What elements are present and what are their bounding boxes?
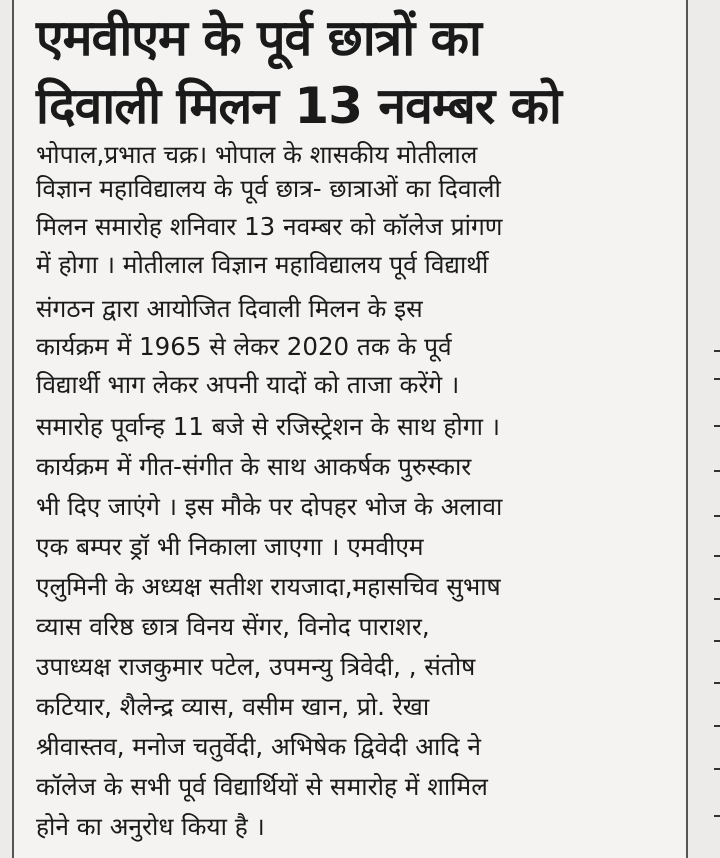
headline-line-1: एमवीएम के पूर्व छात्रों का — [36, 9, 481, 67]
body-line: एलुमिनी के अध्यक्ष सतीश रायजादा,महासचिव सुभाष — [36, 572, 501, 601]
body-line: कॉलेज के सभी पूर्व विद्यार्थियों से समारोह में शामिल — [36, 772, 488, 801]
newspaper-clipping — [12, 0, 688, 858]
body-line: विज्ञान महाविद्यालय के पूर्व छात्र- छात्राओं का दिवाली — [36, 174, 501, 203]
body-line: कार्यक्रम में 1965 से लेकर 2020 तक के पूर्व — [36, 332, 452, 361]
body-line: विद्यार्थी भाग लेकर अपनी यादों को ताजा करेंगे । — [36, 370, 460, 399]
text-fragment — [714, 425, 720, 427]
body-line: भी दिए जाएंगे । इस मौके पर दोपहर भोज के अलावा — [36, 492, 503, 521]
text-fragment — [714, 768, 720, 770]
text-fragment — [714, 682, 720, 684]
adjacent-column-edge — [694, 330, 720, 858]
text-fragment — [714, 378, 720, 380]
body-line: उपाध्यक्ष राजकुमार पटेल, उपमन्यु त्रिवेदी, , संतोष — [36, 652, 476, 681]
body-line: संगठन द्वारा आयोजित दिवाली मिलन के इस — [36, 294, 423, 323]
body-line: कार्यक्रम में गीत-संगीत के साथ आकर्षक पुरुस्कार — [36, 452, 472, 481]
text-fragment — [714, 815, 720, 817]
text-fragment — [714, 470, 720, 472]
text-fragment — [714, 350, 720, 352]
headline-line-2: दिवाली मिलन 13 नवम्बर को — [36, 77, 561, 135]
body-line: में होगा । मोतीलाल विज्ञान महाविद्यालय पूर्व विद्यार्थी — [36, 250, 489, 279]
text-fragment — [714, 515, 720, 517]
body-line: समारोह पूर्वान्ह 11 बजे से रजिस्ट्रेशन के साथ होगा । — [36, 412, 500, 441]
text-fragment — [714, 640, 720, 642]
body-line: मिलन समारोह शनिवार 13 नवम्बर को कॉलेज प्रांगण — [36, 212, 503, 241]
body-line: कटियार, शैलेन्द्र व्यास, वसीम खान, प्रो. रेखा — [36, 692, 430, 721]
body-line: एक बम्पर ड्रॉ भी निकाला जाएगा । एमवीएम — [36, 532, 424, 561]
text-fragment — [714, 598, 720, 600]
body-line: व्यास वरिष्ठ छात्र विनय सेंगर, विनोद पाराशर, — [36, 612, 430, 641]
body-line: भोपाल,प्रभात चक्र। भोपाल के शासकीय मोतीलाल — [36, 140, 478, 169]
text-fragment — [714, 555, 720, 557]
body-line: श्रीवास्तव, मनोज चतुर्वेदी, अभिषेक द्विवेदी आदि ने — [36, 732, 482, 761]
text-fragment — [714, 725, 720, 727]
body-line: होने का अनुरोध किया है । — [36, 812, 265, 841]
